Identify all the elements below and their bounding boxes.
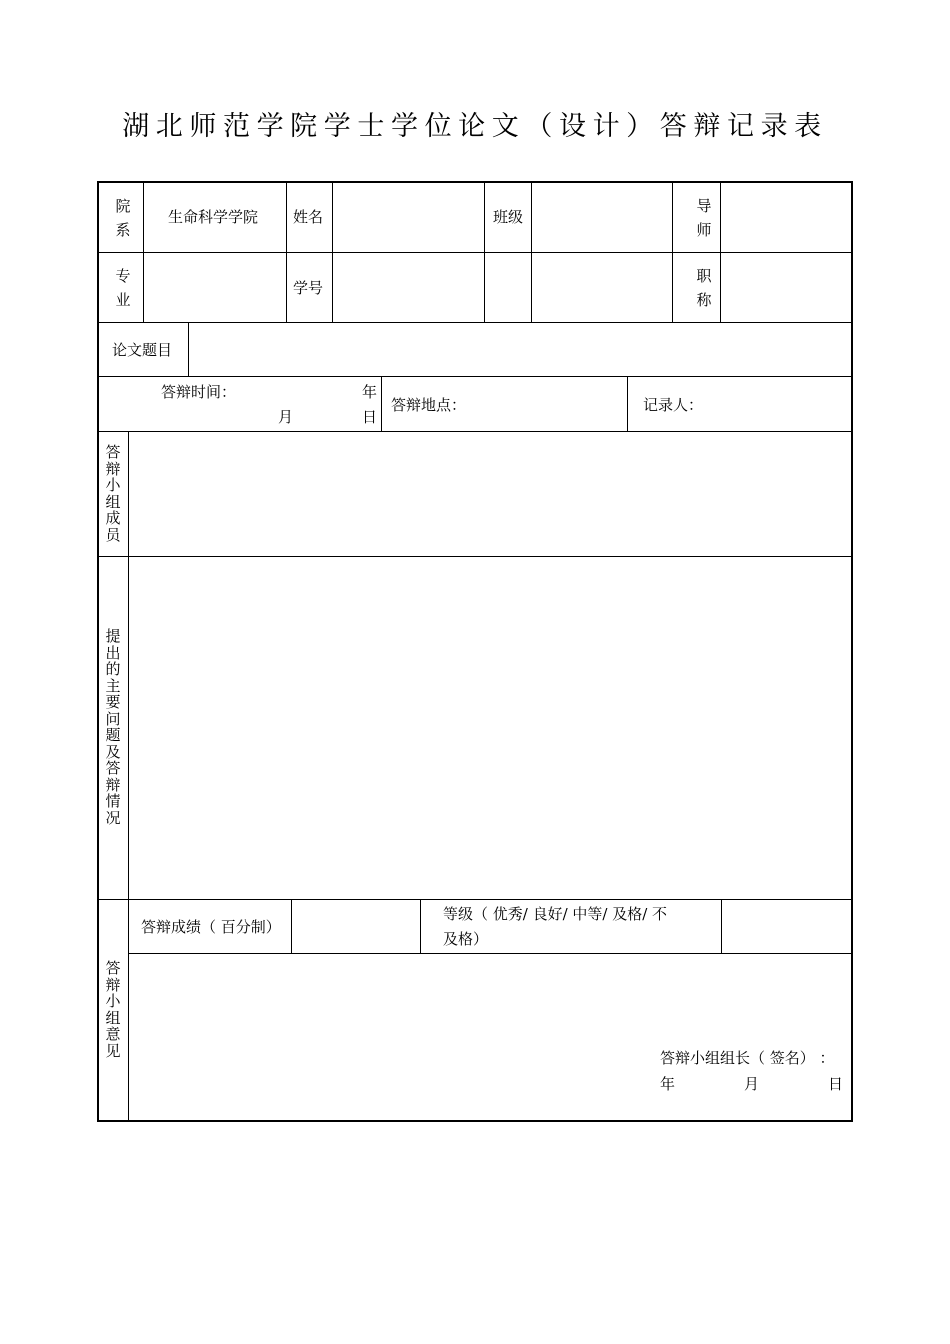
col-divider [286, 181, 287, 322]
blank-cell [532, 253, 671, 321]
thesis-title-label: 论文题目 [112, 341, 173, 359]
sign-day-label: 日 [828, 1075, 844, 1093]
name-label: 姓名 [293, 208, 324, 226]
sign-month-label: 月 [744, 1075, 760, 1093]
sign-year-label: 年 [660, 1075, 676, 1093]
thesis-title-field[interactable] [189, 323, 850, 375]
committee-members-field[interactable] [129, 432, 850, 555]
class-label: 班级 [493, 208, 524, 226]
leader-sign-label: 答辩小组组长（ 签名） ： [660, 1049, 835, 1067]
recorder-label: 记录人： [643, 396, 704, 414]
title-rank-label: 职 称 [696, 267, 712, 309]
defense-record-table [97, 181, 853, 1122]
defense-time-label: 答辩时间： [161, 383, 237, 401]
defense-location-label: 答辩地点： [391, 396, 467, 414]
defense-year-label: 年 [362, 383, 378, 401]
committee-members-label: 答辩小组成员 [105, 443, 121, 544]
col-divider [627, 376, 628, 431]
score-label: 答辩成绩（ 百分制） [141, 918, 281, 936]
opinion-field[interactable] [129, 954, 850, 1119]
col-divider [672, 181, 673, 322]
student-id-field[interactable] [333, 253, 483, 321]
blank-cell [485, 253, 530, 321]
score-field[interactable] [292, 900, 419, 952]
advisor-field[interactable] [721, 183, 850, 251]
college-label: 院 系 [115, 197, 131, 239]
student-id-label: 学号 [293, 279, 324, 297]
major-field[interactable] [144, 253, 285, 321]
class-field[interactable] [532, 183, 671, 251]
form-title: 湖北师范学院学士学位论文（设计）答辩记录表 [122, 111, 828, 142]
college-value[interactable]: 生命科学学院 [168, 208, 259, 226]
col-divider [420, 899, 421, 953]
grade-label-line1: 等级（ 优秀/ 良好/ 中等/ 及格/ 不 [443, 905, 668, 923]
col-divider [381, 376, 382, 431]
opinion-label: 答辩小组意见 [105, 959, 121, 1060]
defense-month-label: 月 [278, 408, 294, 426]
title-rank-field[interactable] [721, 253, 850, 321]
questions-field[interactable] [129, 557, 850, 898]
grade-label-line2: 及格） [443, 930, 489, 948]
table-border-bottom [97, 1120, 853, 1122]
row-divider [97, 376, 853, 377]
grade-field[interactable] [722, 900, 850, 952]
defense-day-label: 日 [362, 408, 378, 426]
questions-label: 提出的主要问题及答辩情况 [105, 627, 121, 827]
major-label: 专 业 [115, 267, 131, 309]
name-field[interactable] [333, 183, 483, 251]
advisor-label: 导 师 [696, 197, 712, 239]
